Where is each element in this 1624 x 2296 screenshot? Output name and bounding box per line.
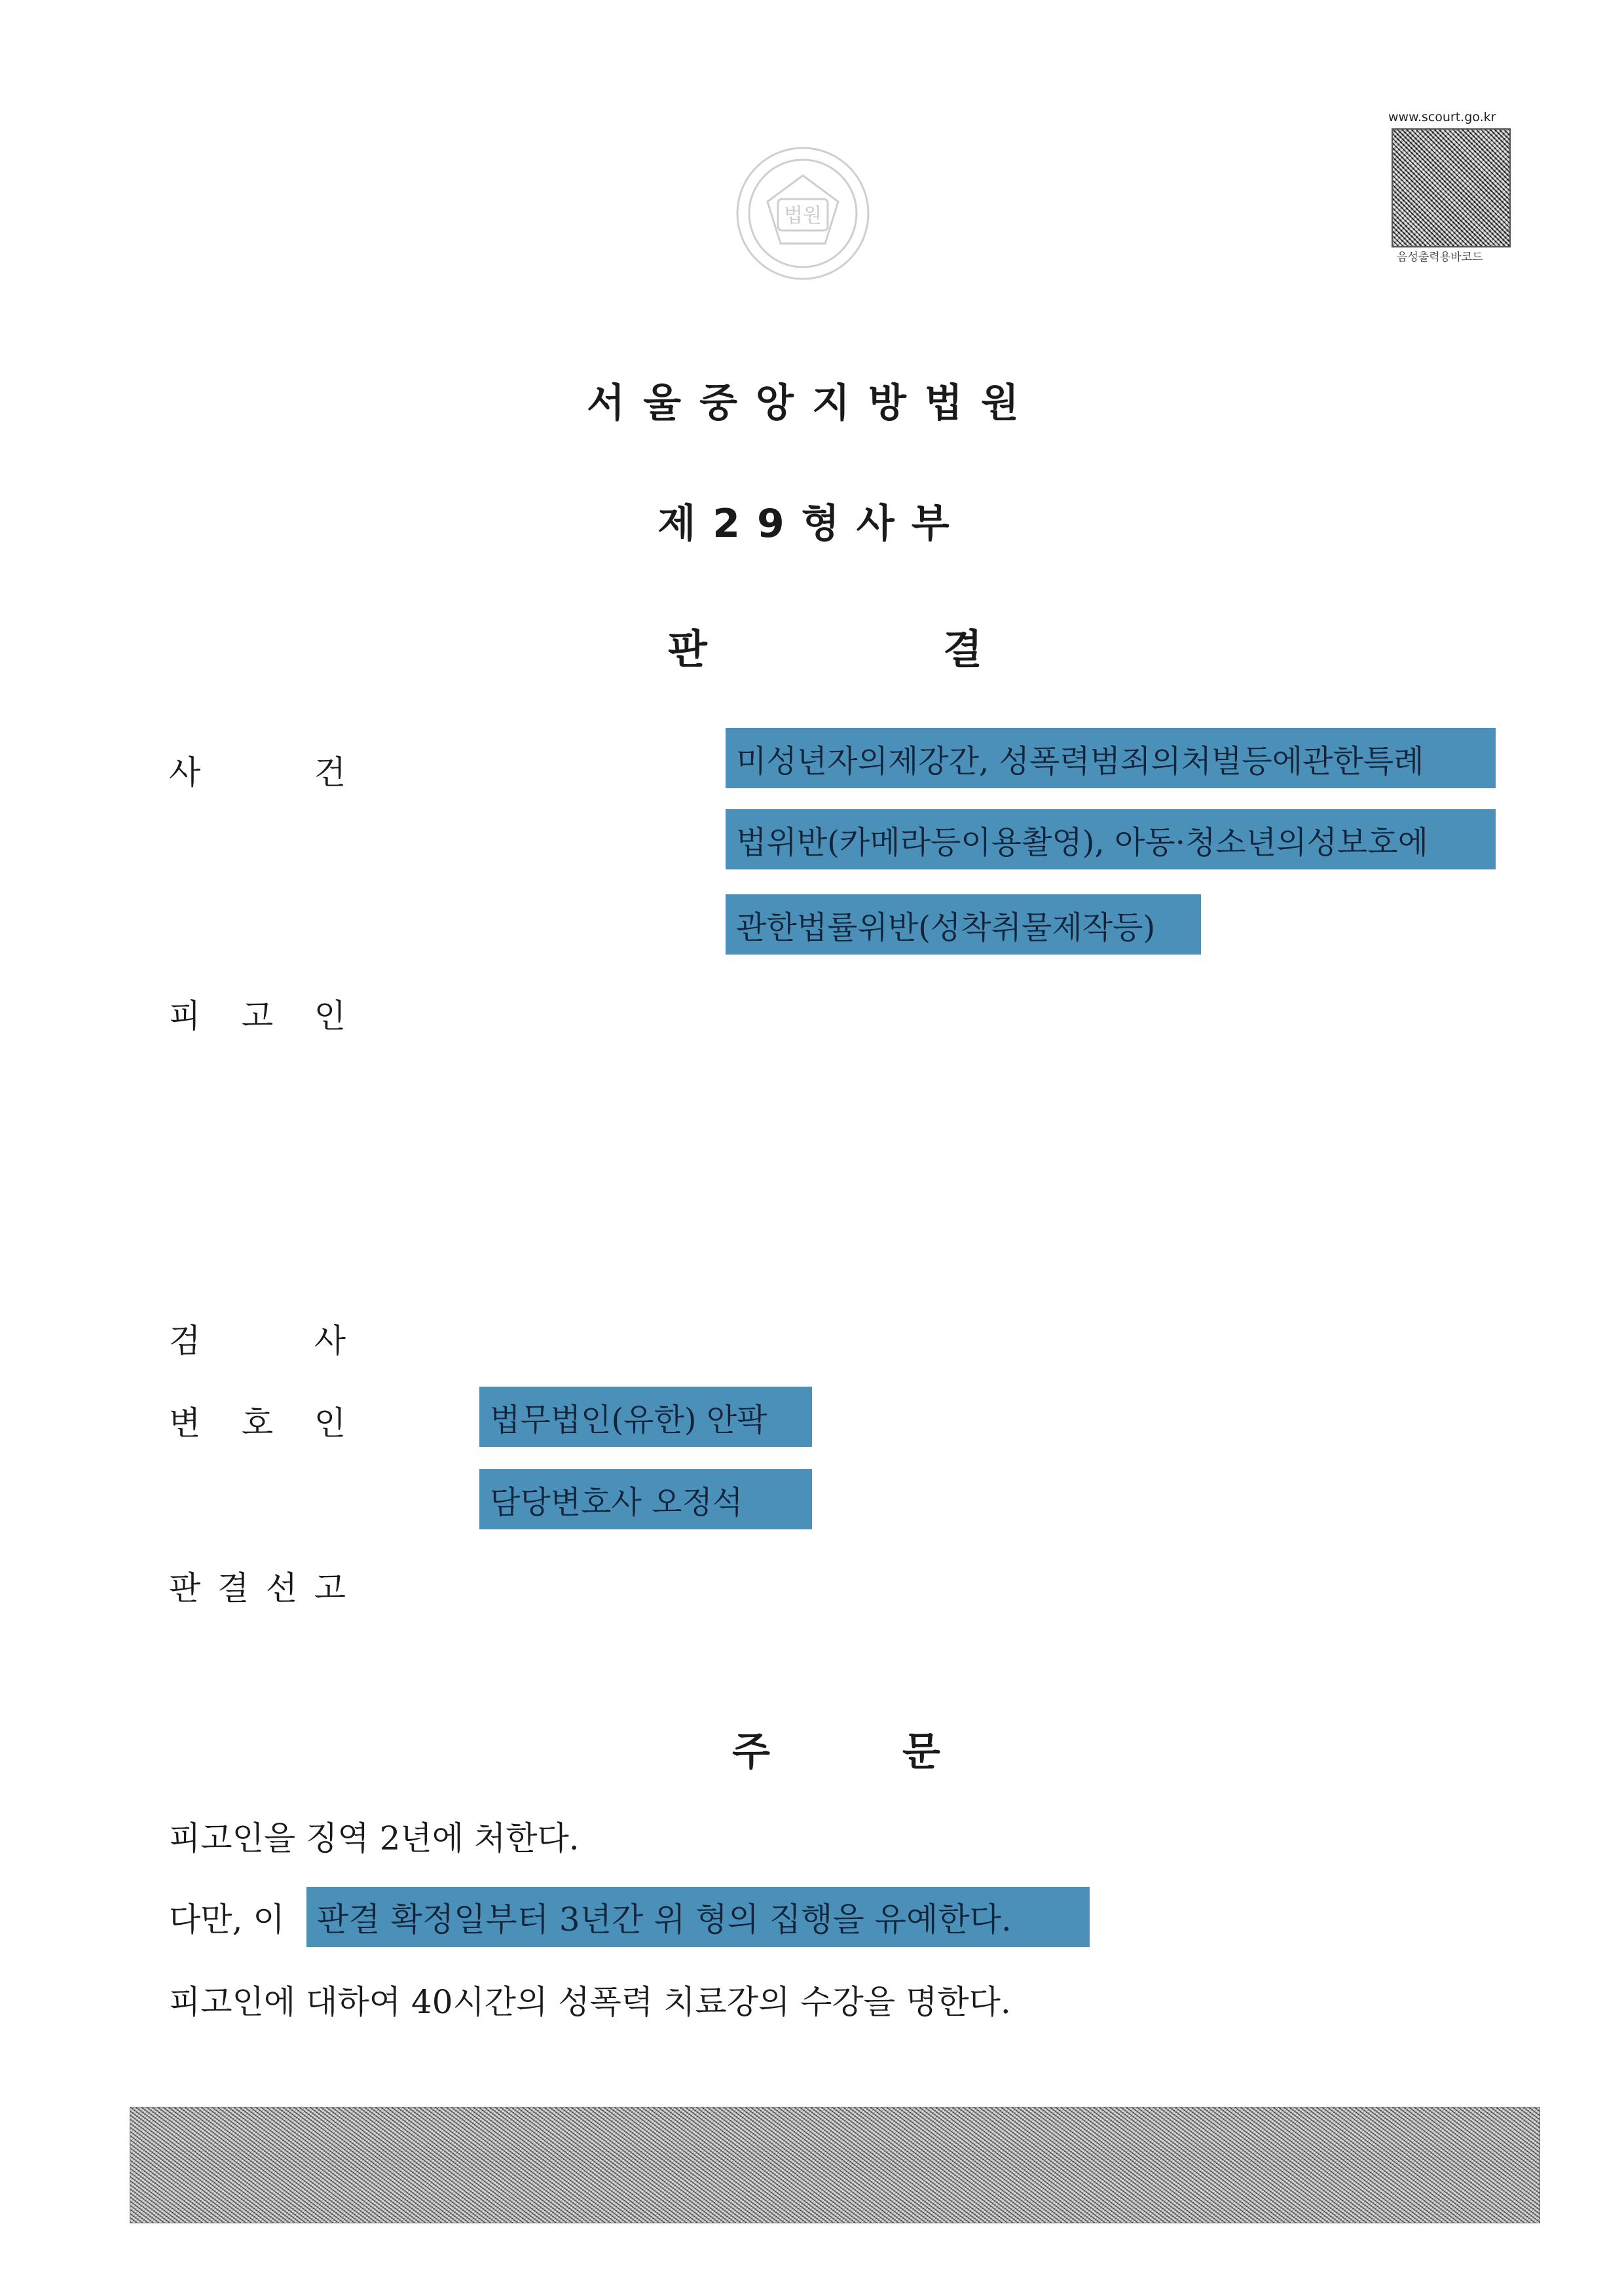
title-char: 결 [943,625,982,673]
court-url: www.scourt.go.kr [1388,110,1496,124]
case-line-1: 미성년자의제강간, 성폭력범죄의처벌등에관한특례 [726,728,1496,788]
label-defendant: 피 고 인 [169,997,346,1035]
title-char: 판 [668,625,707,673]
case-line-2: 법위반(카메라등이용촬영), 아동·청소년의성보호에 [726,809,1496,869]
order-line-1: 피고인을 징역 2년에 처한다. [169,1819,580,1857]
order-title: 주 문 [732,1729,940,1775]
label-counsel: 변 호 인 [169,1404,346,1442]
order-line-3: 피고인에 대하여 40시간의 성폭력 치료강의 수강을 명한다. [169,1983,1011,2021]
bottom-barcode-strip [130,2107,1540,2223]
order-line-2-highlight: 판결 확정일부터 3년간 위 형의 집행을 유예한다. [306,1887,1090,1947]
counsel-firm: 법무법인(유한) 안팍 [479,1387,812,1447]
court-emblem-icon [726,136,880,291]
order-line-2-prefix: 다만, 이 [169,1901,285,1939]
barcode-caption: 음성출력용바코드 [1397,251,1483,264]
label-sentencing: 판 결 선 고 [169,1569,346,1607]
division-name: 제29형사부 [657,501,967,547]
counsel-attorney: 담당변호사 오정석 [479,1469,812,1529]
case-line-3: 관한법률위반(성착취물제작등) [726,894,1201,955]
court-name: 서울중앙지방법원 [587,380,1037,426]
emblem-text: 법원 [784,204,822,227]
document-title [668,617,982,675]
label-case: 사 건 [169,754,346,792]
label-prosecutor: 검 사 [169,1322,346,1360]
qr-barcode [1392,128,1511,247]
